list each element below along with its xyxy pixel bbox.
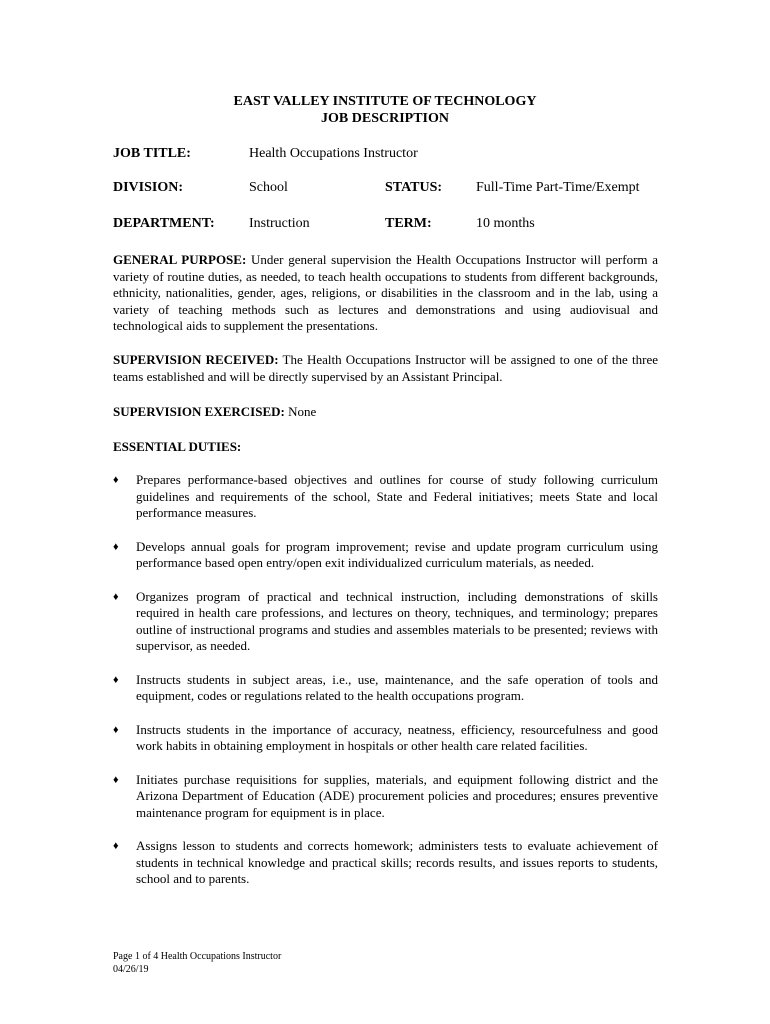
duty-text: Instructs students in subject areas, i.e., use, maintenance, and the safe operation of tools and equipment, codes or regulations related to the health occupations program. xyxy=(136,671,658,703)
duty-text: Organizes program of practical and technical instruction, including demonstrations of skills required in health care professions, and lectures on theory, techniques, and terminology; prepares outline of instructional programs and studies and assembles materials to be presented; reviews with supervisor, as needed. xyxy=(136,588,658,653)
organization-name: EAST VALLEY INSTITUTE OF TECHNOLOGY xyxy=(233,94,537,109)
department-value: Instruction xyxy=(249,216,310,231)
document-type: JOB DESCRIPTION xyxy=(321,111,449,126)
duty-item xyxy=(113,472,658,522)
duty-text: Prepares performance-based objectives and outlines for course of study following curriculum guidelines and requirements of the school, State and Federal initiatives; meets State and local performance measures. xyxy=(136,472,658,520)
division-label: DIVISION: xyxy=(113,180,184,195)
duty-item xyxy=(113,772,658,822)
duty-text: Instructs students in the importance of accuracy, neatness, efficiency, resourcefulness and good work habits in obtaining employment in hospitals or other health care related facilities. xyxy=(136,721,658,753)
general-purpose-section xyxy=(113,252,658,335)
diamond-bullet-icon: ♦ xyxy=(113,773,119,786)
diamond-bullet-icon: ♦ xyxy=(113,673,119,686)
general-purpose-text: Under general supervision the Health Occupations Instructor will perform a variety of routine duties, as needed, to teach health occupations to students from different backgrounds, ethnicity, nationalities, gender, ages, religions, or disabilities in the classroom and in the lab, using a variety of teaching methods such as lectures and demonstrations and using audiovisual and technological aids to supplement the presentations. xyxy=(113,252,659,333)
status-value: Full-Time Part-Time/Exempt xyxy=(476,180,640,195)
duty-text: Initiates purchase requisitions for supplies, materials, and equipment following district and the Arizona Department of Education (ADE) procurement policies and procedures; ensures preventive maintenance program for equipment is in place. xyxy=(136,771,658,820)
footer-page-info: Page 1 of 4 Health Occupations Instructor xyxy=(113,951,282,962)
essential-duties-list xyxy=(113,472,658,905)
supervision-received-text: The Health Occupations Instructor will be assigned to one of the three teams established and will be directly supervised by an Assistant Principal. xyxy=(113,352,658,384)
duty-item xyxy=(113,722,658,755)
duty-item xyxy=(113,589,658,655)
supervision-received-section xyxy=(113,352,658,385)
diamond-bullet-icon: ♦ xyxy=(113,590,119,603)
supervision-exercised-text: None xyxy=(288,404,317,419)
duty-text: Assigns lesson to students and corrects homework; administers tests to evaluate achievement of students in technical knowledge and practical skills; records results, and issues reports to students, school and to parents. xyxy=(136,838,658,886)
supervision-received-title: SUPERVISION RECEIVED: xyxy=(113,352,279,367)
supervision-exercised-section xyxy=(113,404,658,421)
job-title-label: JOB TITLE: xyxy=(113,146,191,161)
diamond-bullet-icon: ♦ xyxy=(113,474,119,486)
duty-item xyxy=(113,672,658,705)
division-value: School xyxy=(249,180,288,195)
diamond-bullet-icon: ♦ xyxy=(113,540,119,553)
page-footer xyxy=(113,950,281,976)
essential-duties-title: ESSENTIAL DUTIES: xyxy=(113,439,242,454)
diamond-bullet-icon: ♦ xyxy=(113,723,119,736)
essential-duties-heading xyxy=(113,439,658,456)
duty-item xyxy=(113,539,658,572)
job-title-value: Health Occupations Instructor xyxy=(249,146,418,161)
department-label: DEPARTMENT: xyxy=(113,216,215,231)
duty-text: Develops annual goals for program improvement; revise and update program curriculum using performance based open entry/open exit individualized curriculum materials, as needed. xyxy=(136,538,658,570)
footer-date: 04/26/19 xyxy=(113,964,149,975)
term-label: TERM: xyxy=(385,216,432,231)
duty-item xyxy=(113,838,658,888)
general-purpose-title: GENERAL PURPOSE: xyxy=(113,252,247,267)
diamond-bullet-icon: ♦ xyxy=(113,840,119,852)
term-value: 10 months xyxy=(476,216,535,231)
status-label: STATUS: xyxy=(385,180,443,195)
supervision-exercised-title: SUPERVISION EXERCISED: xyxy=(113,404,285,419)
document-header xyxy=(0,93,770,127)
